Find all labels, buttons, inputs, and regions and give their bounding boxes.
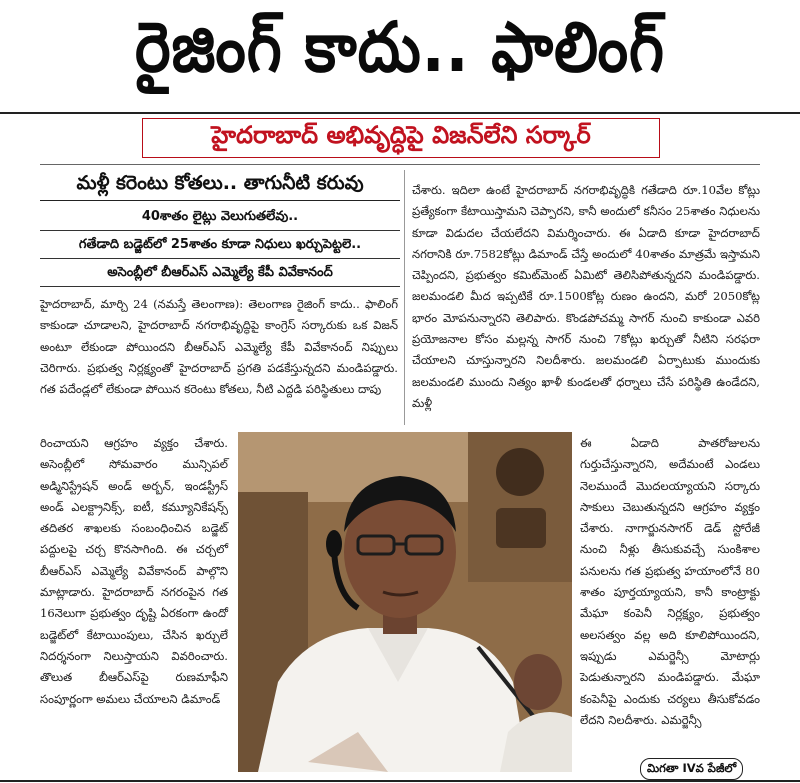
headline: రైజింగ్ కాదు.. ఫాలింగ్ — [134, 7, 666, 89]
strap-line-1: 40శాతం లైట్లు వెలుగుతలేవు.. — [40, 206, 400, 231]
subheadline-box — [142, 118, 660, 158]
kicker: మళ్లీ కరెంటు కోతలు.. తాగునీటి కరువు — [40, 170, 400, 201]
section-rule — [40, 164, 760, 165]
speaker-photo — [238, 432, 572, 772]
column-divider — [404, 170, 405, 425]
strap-line-3: అసెంబ్లీలో బీఆర్ఎస్ ఎమ్మెల్యే కేపీ వివేకానంద్ — [40, 262, 400, 287]
continued-on-page-tag — [640, 758, 743, 780]
strap-line-2: గతేడాది బడ్జెట్‌లో 25శాతం కూడా నిధులు ఖర్చుపెట్టలె.. — [40, 234, 400, 259]
bottom-rule — [0, 780, 800, 782]
article-body-right-bottom: ఈ ఏడాది పాతరోజులను గుర్తుచేస్తున్నారని, అదేమంటే ఎండలు నెలముందే మొదలయ్యాయని సర్కారు సాకులు చెబుతున్నదని ఆగ్రహం వ్యక్తం చేశారు. నాగార్జునసాగర్ డెడ్ స్టోరేజీ నుంచి నీళ్లు తీసుకువచ్చే సుంకిశాల పనులను గత ప్రభుత్వ హయాంలోనే 80 శాతం పూర్తయ్యాయని, కానీ కాంట్రాక్టు మేఘా కంపెనీ నిర్లక్ష్యం, ప్రభుత్వం అలసత్వం వల్ల అది కూలిపోయిందని, ఇప్పుడు ఎమర్జెన్సీ మోటార్లు పెడుతున్నారని మండిపడ్డారు. మేఘా కంపెనీపై ఎందుకు చర్యలు తీసుకోవడం లేదని నిలదీశారు. ఎమర్జెన్సీ — [580, 436, 760, 727]
article-body-left-bottom: రించాయని ఆగ్రహం వ్యక్తం చేశారు. అసెంబ్లీలో సోమవారం మున్సిపల్ అడ్మినిస్ట్రేషన్ అండ్ అర్బన్, ఇండస్ట్రీస్ అండ్ ఎలక్ట్రానిక్స్, ఐటీ, కమ్యూనికేషన్స్ తదితర శాఖలకు సంబంధించిన బడ్జెట్ పద్దులపై చర్చ కొనసాగింది. ఈ చర్చలో బీఆర్ఎస్ ఎమ్మెల్యే వివేకానంద్ పాల్గొని మాట్లాడారు. హైదరాబాద్ నగరంపైన గత 16నెలుగా ప్రభుత్వం దృష్టి ఏరకంగా ఉందో బడ్జెట్‌లో కేటాయింపులు, చేసిన ఖర్చులే నిదర్శనంగా నిలుస్తాయని వివరించారు. తొలుత బీఆర్ఎస్‌పై రుణమాఫీని సంపూర్ణంగా అమలు చేయాలని డిమాండ్ — [40, 436, 228, 706]
continued-tag-text: మిగతా IVవ పేజీలో — [647, 760, 737, 775]
top-rule — [0, 112, 800, 114]
article-body-left-top: హైదరాబాద్, మార్చి 24 (నమస్తే తెలంగాణ): తెలంగాణ రైజింగ్ కాదు.. ఫాలింగ్ కాకుండా చూడాలని, హైదరాబాద్ నగరాభివృద్ధిపై కాంగ్రెస్ సర్కారుకు ఒక విజన్ అంటూ లేకుండా పోయిందని బీఆర్ఎస్ ఎమ్మెల్యే కేపీ వివేకానంద్ నిప్పులు చెరిగారు. ప్రభుత్వ నిర్లక్ష్యంతో హైదరాబాద్ ప్రగతి పడకేస్తున్నదని మండిపడ్డారు. గత పదేండ్లలో లేకుండా పోయిన కరెంటు కోతలు, నీటి ఎద్దడి పరిస్థితులు దాపు — [40, 297, 398, 397]
article-body-right-top: చేశారు. ఇదిలా ఉంటే హైదరాబాద్ నగరాభివృద్ధికి గతేడాది రూ.10వేల కోట్లు ప్రత్యేకంగా కేటాయిస్తామని చెప్పారని, కానీ అందులో కనీసం 25శాతం నిధులను కూడా విడుదల చేయలేదని విమర్శించారు. ఈ ఏడాది కూడా హైదరాబాద్ నగరానికి రూ.7582కోట్లు డిమాండ్ చేస్తే అందులో 40శాతం మాత్రమే ఇస్తామని చెప్పిందని, ప్రభుత్వం కమిట్‌మెంట్ ఏమిటో తెలిసిపోతున్నదని మండిపడ్డారు. జలమండలి మీద ఇప్పటికే రూ.1500కోట్ల రుణం ఉందని, మరో 2050కోట్ల భారం మోపనున్నారని తెలిపారు. కొండపోచమ్మ సాగర్ నుంచి కాకుండా ఎవరి ప్రయోజనాల కోసం మల్లన్న సాగర్ నుంచి 7కోట్లు ఖర్చుతో నీటిని సరఫరా చేయాలని చూస్తున్నారని నిలదీశారు. జలమండలి ఏర్పాటుకు ముందుకు జలమండలి ముందు నిత్యం ఖాళీ కుండలతో ధర్నాలు చేసే పరిస్థితి ఉండేదని, మళ్లీ — [412, 183, 760, 410]
subheadline: హైదరాబాద్ అభివృద్ధిపై విజన్‌లేని సర్కార్ — [211, 121, 591, 149]
